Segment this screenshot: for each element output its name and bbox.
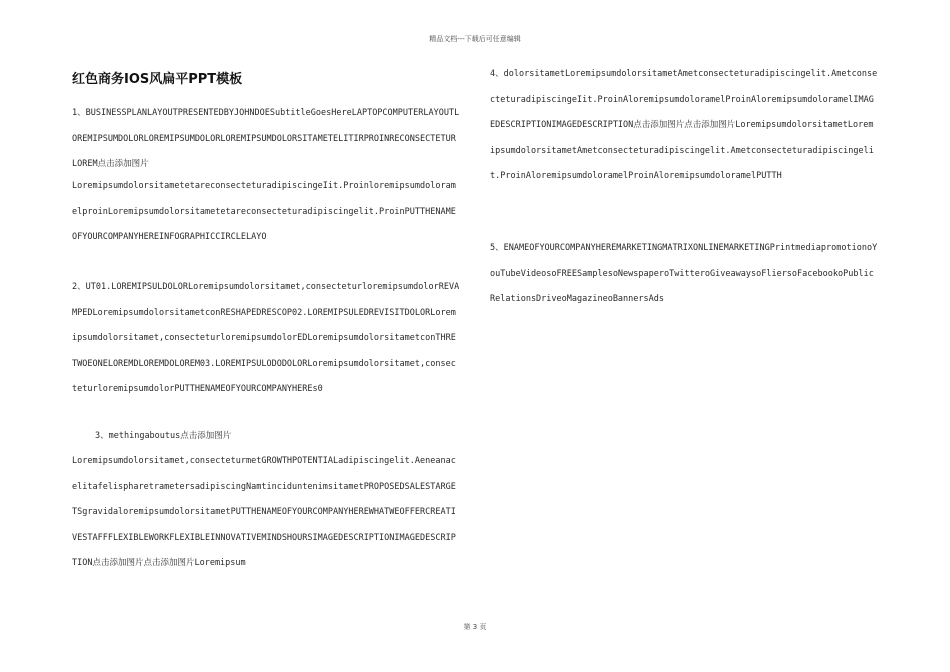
document-title: 红色商务IOS风扁平PPT模板: [72, 72, 243, 87]
paragraph-1b: LoremipsumdolorsitametetareconsecteturadipiscingeIit.ProinloremipsumdoloramelproinLoremipsumdolorsitametetareconsecteturadipiscingelit.ProinPUTTHENAMEOFYOURCOMPANYHEREINFOGRAPHICCIRCLELAYO: [72, 181, 456, 242]
paragraph-3: Loremipsumdolorsitamet,consecteturmetGROWTHPOTENTIALadipiscingelit.AeneanacelitafelispharetrametersadipiscingNamtinciduntenimsitametPROPOSEDSALESTARGETSgravidaloremipsumdolorsitametPUTTHENAMEOFYOURCOMPANYHEREWHATWEOFFERCREATIVESTAFFFLEXIBLEWORKFLEXIBLEINNOVATIVEMINDSHOURSIMAGEDESCRIPTIONIMAGEDESCRIPTION点击添加图片点击添加图片Loremipsum: [72, 456, 456, 568]
paragraph-1: 1、BUSINESSPLANLAYOUTPRESENTEDBYJOHNDOESubtitleGoesHereLAPTOPCOMPUTERLAYOUTLOREMIPSUMDOLORLOREMIPSUMDOLORLOREMIPSUMDOLORSITAMETELITIRPROINRECONSECTETURLOREM点击添加图片: [72, 108, 460, 169]
paragraph-3-heading: 3、methingaboutus点击添加图片: [95, 431, 232, 441]
paragraph-5: 5、ENAMEOFYOURCOMPANYHEREMARKETINGMATRIXONLINEMARKETINGPrintmediapromotionoYouTubeVideosoFREESamplesoNewspaperoTwitteroGiveawaysoFliersoFacebookoPublicRelationsDriveoMagazineoBannersAds: [490, 243, 878, 304]
page-header: 精品文档---下载后可任意编辑: [429, 35, 521, 43]
paragraph-4: 4、dolorsitametLoremipsumdolorsitametAmetconsecteturadipiscingelit.AmetconsecteturadipiscingeIit.ProinAloremipsumdoloramelProinAloremipsumdoloramelIMAGEDESCRIPTIONIMAGEDESCRIPTION点击添加图片点击添加图片LoremipsumdolorsitametLoremipsumdolorsitametAmetconsecteturadipiscingelit.Ametconsecteturadipiscingelit.ProinAloremipsumdoloramelProinAloremipsumdoloramelPUTTH: [490, 69, 878, 181]
paragraph-2: 2、UT01.LOREMIPSULDOLORLoremipsumdolorsitamet,consecteturloremipsumdolorREVAMPEDLoremipsumdolorsitametconRESHAPEDRESCOP02.LOREMIPSULEDREVISITDOLORLoremipsumdolorsitamet,consecteturloremipsumdolorEDLoremipsumdolorsitametconTHRETWOEONELOREMDLOREMDOLOREM03.LOREMIPSULODODOLORLoremipsumdolorsitamet,consecteturloremipsumdolorPUTTHENAMEOFYOURCOMPANYHEREs0: [72, 282, 460, 394]
page-footer: 第 3 页: [463, 623, 487, 631]
